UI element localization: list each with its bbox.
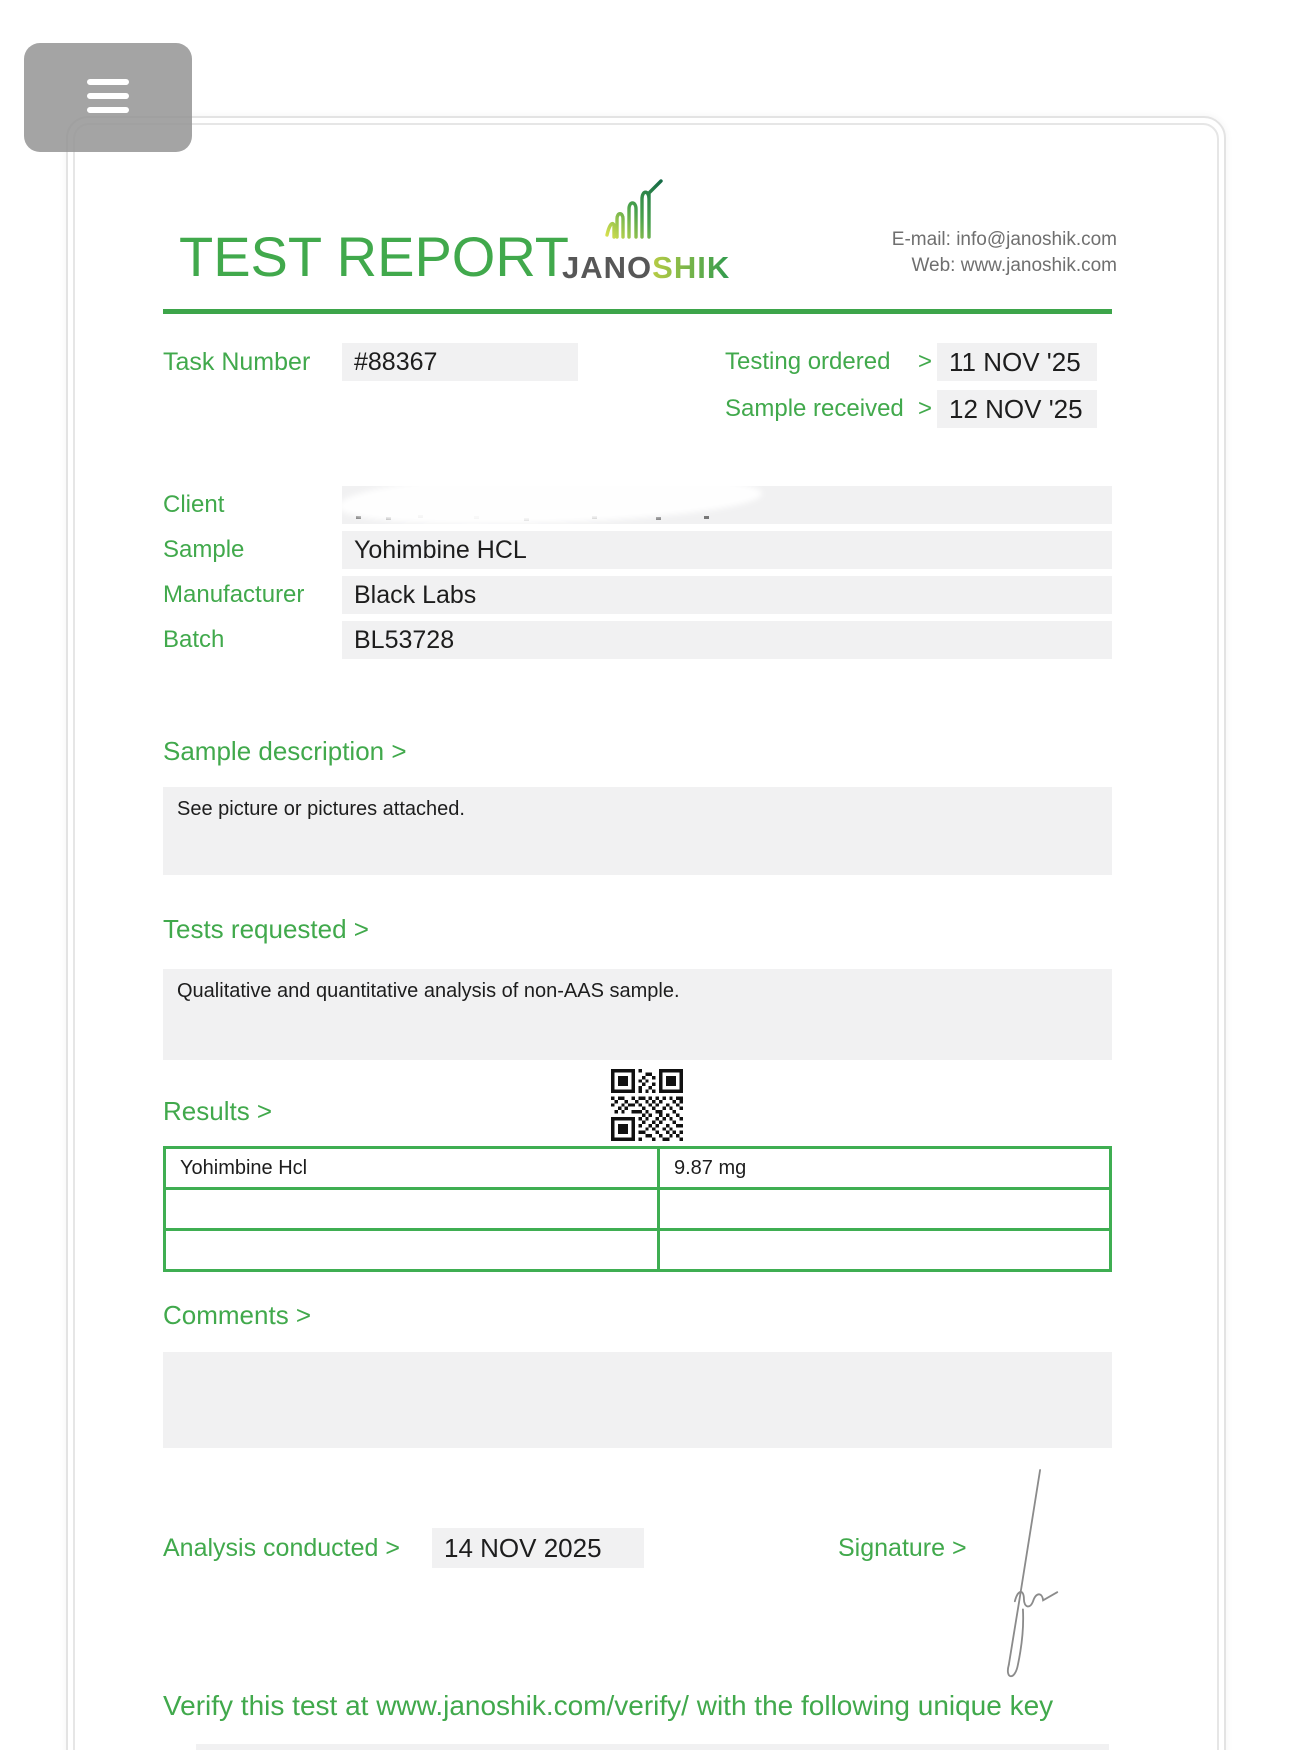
signature-scribble xyxy=(995,1466,1067,1678)
comments-heading: Comments > xyxy=(163,1300,312,1330)
client-label: Client xyxy=(163,491,225,518)
testing-ordered-label xyxy=(725,343,932,381)
page-title: TEST REPORT xyxy=(179,225,570,288)
verify-text: Verify this test at www.janoshik.com/verify/ with the following unique key xyxy=(163,1690,1054,1721)
signature-label: Signature > xyxy=(838,1534,967,1562)
manufacturer-label: Manufacturer xyxy=(163,581,305,608)
menu-button[interactable] xyxy=(24,43,192,152)
table-row xyxy=(165,1230,1111,1271)
contact-email: E-mail: info@janoshik.com xyxy=(891,229,1117,250)
results-heading: Results > xyxy=(163,1096,273,1126)
verify-key-box xyxy=(196,1744,1109,1750)
analysis-date-value: 14 NOV 2025 xyxy=(432,1528,644,1568)
sample-description-heading: Sample description > xyxy=(163,736,407,766)
result-analyte-cell xyxy=(165,1230,659,1271)
contact-block xyxy=(892,227,1117,279)
header-divider xyxy=(163,309,1112,314)
testing-ordered-arrow: > xyxy=(917,348,932,375)
table-row xyxy=(165,1148,1111,1189)
result-analyte-cell xyxy=(165,1189,659,1230)
testing-ordered-value: 11 NOV '25 xyxy=(937,343,1097,381)
batch-label: Batch xyxy=(163,626,225,653)
result-analyte-cell: Yohimbine Hcl xyxy=(165,1148,659,1189)
logo-shik: SHIK xyxy=(652,250,731,285)
result-value-cell: 9.87 mg xyxy=(659,1148,1111,1189)
testing-ordered-text: Testing ordered xyxy=(725,348,891,375)
tests-requested-heading: Tests requested > xyxy=(163,914,369,944)
sample-received-text: Sample received xyxy=(725,395,904,422)
sample-received-label xyxy=(725,390,932,428)
analysis-conducted-label: Analysis conducted > xyxy=(163,1534,400,1562)
janoshik-logo-icon xyxy=(604,178,664,244)
results-table xyxy=(163,1146,1112,1272)
janoshik-logo-text xyxy=(562,250,730,286)
sample-received-value: 12 NOV '25 xyxy=(937,390,1097,428)
task-number-label: Task Number xyxy=(163,348,311,376)
sample-description-box: See picture or pictures attached. xyxy=(163,787,1112,875)
task-number-value: #88367 xyxy=(342,343,578,381)
sample-received-arrow: > xyxy=(917,395,932,422)
sample-label: Sample xyxy=(163,536,245,563)
comments-box xyxy=(163,1352,1112,1448)
logo-jano: JANO xyxy=(562,250,653,285)
client-value xyxy=(342,486,1112,524)
result-value-cell xyxy=(659,1189,1111,1230)
sample-value: Yohimbine HCL xyxy=(342,531,1112,569)
result-value-cell xyxy=(659,1230,1111,1271)
manufacturer-value: Black Labs xyxy=(342,576,1112,614)
tests-requested-box: Qualitative and quantitative analysis of non-AAS sample. xyxy=(163,969,1112,1060)
table-row xyxy=(165,1189,1111,1230)
qr-code xyxy=(609,1069,685,1141)
batch-value: BL53728 xyxy=(342,621,1112,659)
contact-web: Web: www.janoshik.com xyxy=(911,255,1117,276)
